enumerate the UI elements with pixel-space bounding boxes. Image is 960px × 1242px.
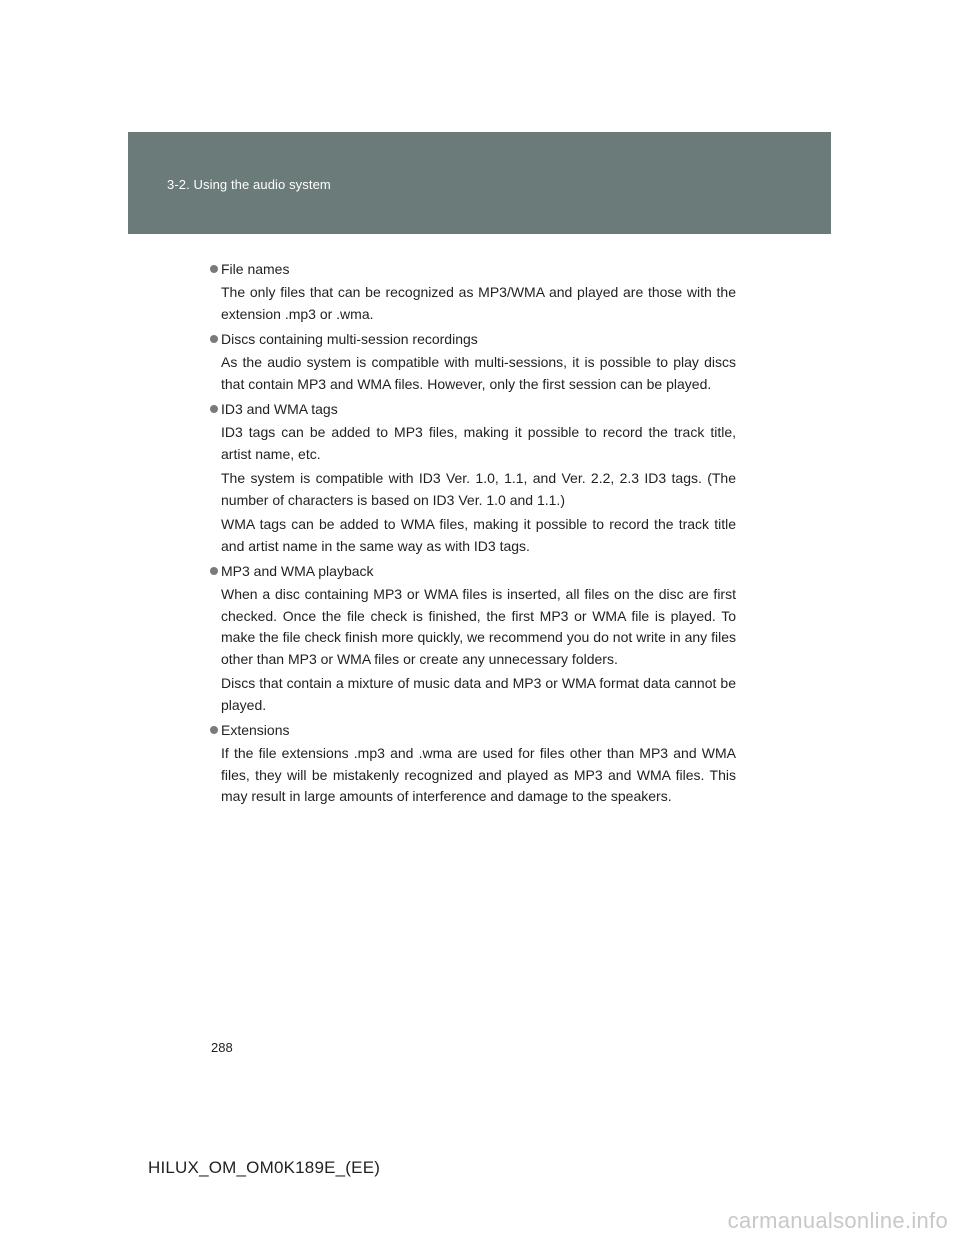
- list-item: [208, 719, 736, 808]
- body-paragraph: Discs that contain a mixture of music data and MP3 or WMA format data cannot be played.: [221, 675, 736, 713]
- bullet-heading: [208, 560, 736, 582]
- bullet-heading: [208, 398, 736, 420]
- body-paragraph: As the audio system is compatible with multi-sessions, it is possible to play discs that contain MP3 and WMA files. However, only the first session can be played.: [221, 354, 736, 392]
- bullet-dot-icon: [210, 726, 218, 734]
- bullet-heading: [208, 719, 736, 741]
- watermark[interactable]: carmanualsonline.info: [727, 1208, 948, 1233]
- bullet-heading: [208, 258, 736, 280]
- page-content: [208, 258, 736, 811]
- bullet-heading-text: ID3 and WMA tags: [221, 401, 338, 417]
- body-paragraph: When a disc containing MP3 or WMA files is inserted, all files on the disc are first checked. Once the file check is finished, the first MP3 or WMA file is played. To make the file check finish more quickly, we recommend you do not write in any files other than MP3 or WMA files or create any unnecessary folders.: [221, 586, 736, 667]
- bullet-heading-text: File names: [221, 261, 290, 277]
- bullet-dot-icon: [210, 405, 218, 413]
- body-paragraph: WMA tags can be added to WMA files, making it possible to record the track title and artist name in the same way as with ID3 tags.: [221, 516, 736, 554]
- list-item: [208, 328, 736, 395]
- bullet-heading-text: MP3 and WMA playback: [221, 563, 374, 579]
- bullet-dot-icon: [210, 265, 218, 273]
- body-paragraph: The only files that can be recognized as MP3/WMA and played are those with the extension .mp3 or .wma.: [221, 284, 736, 322]
- list-item: [208, 398, 736, 557]
- body-paragraph: The system is compatible with ID3 Ver. 1.0, 1.1, and Ver. 2.2, 2.3 ID3 tags. (The number of characters is based on ID3 Ver. 1.0 and 1.1.): [221, 470, 736, 508]
- bullet-heading-text: Discs containing multi-session recordings: [221, 331, 478, 347]
- body-paragraph: ID3 tags can be added to MP3 files, making it possible to record the track title, artist name, etc.: [221, 424, 736, 462]
- body-paragraph: If the file extensions .mp3 and .wma are used for files other than MP3 and WMA files, they will be mistakenly recognized and played as MP3 and WMA files. This may result in large amounts of interference and damage to the speakers.: [221, 745, 736, 804]
- page-number: 288: [211, 1040, 233, 1055]
- section-title: 3-2. Using the audio system: [167, 177, 331, 192]
- bullet-dot-icon: [210, 567, 218, 575]
- document-code: HILUX_OM_OM0K189E_(EE): [148, 1158, 381, 1177]
- bullet-dot-icon: [210, 335, 218, 343]
- bullet-heading-text: Extensions: [221, 722, 290, 738]
- section-header-band: [128, 132, 831, 234]
- list-item: [208, 258, 736, 325]
- bullet-heading: [208, 328, 736, 350]
- list-item: [208, 560, 736, 716]
